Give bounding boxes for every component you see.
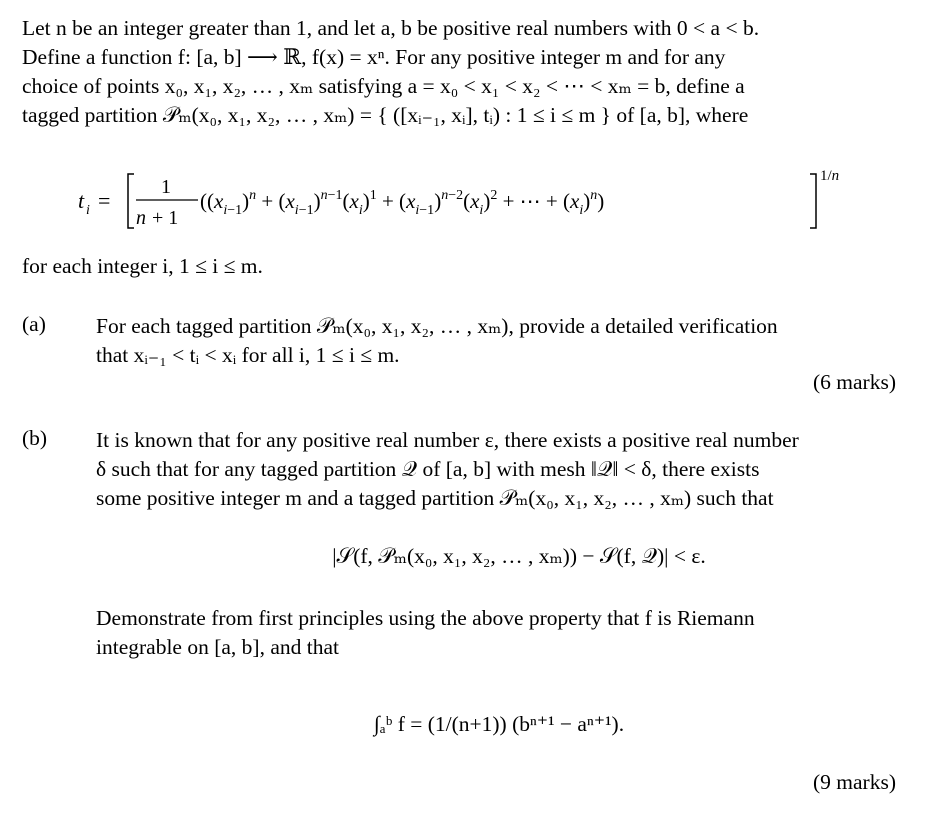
part-b-body-bottom	[96, 604, 896, 662]
svg-text:=: =	[98, 188, 111, 213]
intro-line-2: Define a function f: [a, b] ⟶ ℝ, f(x) = xⁿ. For any positive integer m and for any	[22, 45, 726, 69]
document-page	[22, 14, 896, 794]
intro-paragraph	[22, 14, 896, 130]
part-b-line-5: integrable on [a, b], and that	[96, 635, 339, 659]
svg-text:+ 1: + 1	[152, 207, 179, 229]
svg-text:i: i	[86, 203, 90, 218]
part-a	[22, 312, 896, 402]
part-b-marks: (9 marks)	[813, 770, 896, 794]
part-b-integral: ∫ₐᵇ f = (1/(n+1)) (bⁿ⁺¹ − aⁿ⁺¹).	[373, 712, 625, 736]
for-each-line: for each integer i, 1 ≤ i ≤ m.	[22, 254, 263, 278]
part-b-label: (b)	[22, 426, 48, 450]
intro-line-4: tagged partition 𝒫ₘ(x₀, x₁, x₂, … , xₘ) = { ([xᵢ₋₁, xᵢ], tᵢ) : 1 ≤ i ≤ m } of [a, b], where	[22, 103, 749, 127]
part-b-body-top	[96, 426, 896, 513]
svg-text:n: n	[136, 207, 146, 229]
tag-formula-graphic	[22, 164, 896, 240]
intro-line-1: Let n be an integer greater than 1, and let a, b be positive real numbers with 0 < a < b.	[22, 16, 760, 40]
part-b	[22, 426, 896, 806]
part-a-line-1: For each tagged partition 𝒫ₘ(x₀, x₁, x₂, … , xₘ), provide a detailed verification	[96, 314, 778, 338]
part-b-inequality: |𝒮(f, 𝒫ₘ(x₀, x₁, x₂, … , xₘ)) − 𝒮(f, 𝒬)| < ε.	[332, 544, 706, 568]
part-b-line-1: It is known that for any positive real number ε, there exists a positive real number	[96, 428, 799, 452]
tag-formula	[22, 164, 896, 240]
svg-text:1/n: 1/n	[820, 168, 840, 184]
part-b-line-2: δ such that for any tagged partition 𝒬 of [a, b] with mesh ‖𝒬‖ < δ, there exists	[96, 457, 760, 481]
svg-text:t: t	[78, 188, 85, 213]
svg-text:1: 1	[161, 176, 171, 198]
intro-line-3: choice of points x₀, x₁, x₂, … , xₘ satisfying a = x₀ < x₁ < x₂ < ⋯ < xₘ = b, define a	[22, 74, 745, 98]
part-b-line-3: some positive integer m and a tagged partition 𝒫ₘ(x₀, x₁, x₂, … , xₘ) such that	[96, 486, 774, 510]
part-a-marks: (6 marks)	[813, 370, 896, 394]
part-a-label: (a)	[22, 312, 46, 336]
part-b-line-4: Demonstrate from first principles using the above property that f is Riemann	[96, 606, 755, 630]
svg-text:((xi−1)n + (xi−1)n−1(xi)1 + (x: ($(x_i-1)^n + (x_i-1)^n-1(x_i)^1 + (x_i-1)^n-2(x_i)^2$ + ⋯ + $(x_i)^n$)	[200, 188, 605, 218]
part-a-body	[96, 312, 896, 370]
part-a-line-2: that xᵢ₋₁ < tᵢ < xᵢ for all i, 1 ≤ i ≤ m.	[96, 343, 400, 367]
